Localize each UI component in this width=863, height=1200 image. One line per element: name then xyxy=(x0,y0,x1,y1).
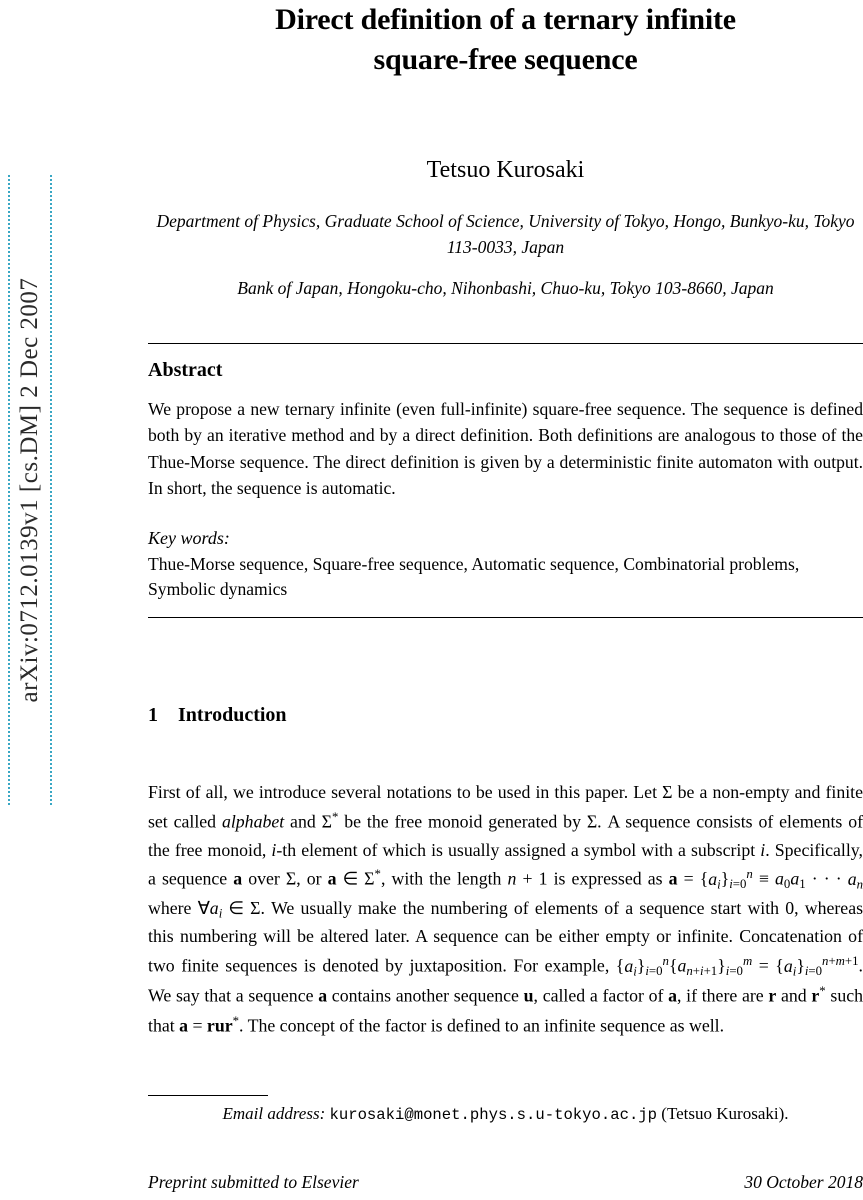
email-address-link[interactable]: kurosaki@monet.phys.s.u-tokyo.ac.jp xyxy=(329,1106,658,1124)
keywords-body: Thue-Morse sequence, Square-free sequence, Automatic sequence, Combinatorial problems, Symbolic dynamics xyxy=(148,553,800,600)
abstract-body: We propose a new ternary infinite (even full-infinite) square-free sequence. The sequence is defined both by an iterative method and by a direct definition. Both definitions are analogous to those of the Thue-Morse sequence. The direct definition is given by a deterministic finite automaton with output. In short, the sequence is automatic. xyxy=(148,398,863,499)
introduction-paragraph: First of all, we introduce several notations to be used in this paper. Let Σ be a non-empty and finite set called alphabet and Σ* be the free monoid generated by Σ. A sequence consists of elements of the free monoid, i-th element of which is usually assigned a symbol with a subscript i. Specifically, a sequence a over Σ, or a ∈ Σ*, with the length n + 1 is expressed as $a = \{a_i\}_{i=0}^n \equiv a_0a_1$ · · · $a_n$ where $\forall a_i$ ∈ Σ. We usually make the numbering of elements of a sequence start with 0, whereas this numbering will be altered later. A sequence can be either empty or infinite. Concatenation of two finite sequences is denoted by juxtaposition. For example, $\{a_i\}_{i=0}^n\{a_{n+i+1}\}_{i=0}^m = \{a_i\}_{i=0}^{n+m+1}$. We say that a sequence a contains another sequence u, called a factor of a, if there are r and r* such that a = rur*. The concept of the factor is defined to an infinite sequence as well. xyxy=(148,782,863,1035)
paper-page xyxy=(148,0,863,1200)
footnote-attribution: (Tetsuo Kurosaki). xyxy=(661,1104,789,1123)
footer-right-date: 30 October 2018 xyxy=(744,1172,863,1192)
title-line-2: square-free sequence xyxy=(373,42,638,76)
footnote-email xyxy=(148,1104,863,1124)
section-number: 1 xyxy=(148,704,158,727)
title-line-1: Direct definition of a ternary infinite xyxy=(275,3,736,36)
author-name: Tetsuo Kurosaki xyxy=(426,157,585,184)
footnote-label: Email address: xyxy=(222,1104,326,1123)
abstract-heading: Abstract xyxy=(148,358,223,381)
affiliation-1: Department of Physics, Graduate School of Science, University of Tokyo, Hongo, Bunkyo-ku, Tokyo 113-0033, Japan xyxy=(156,211,855,258)
arxiv-identifier-text: arXiv:0712.0139v1 [cs.DM] 2 Dec 2007 xyxy=(16,277,43,703)
arxiv-identifier-stamp xyxy=(8,175,52,805)
page-title xyxy=(148,0,863,79)
section-heading-introduction xyxy=(148,704,863,727)
footnote-separator-rule xyxy=(148,1095,268,1096)
footer-left-text: Preprint submitted to Elsevier xyxy=(148,1172,359,1192)
keywords-heading: Key words: xyxy=(148,527,230,548)
section-title: Introduction xyxy=(178,704,287,727)
abstract-bottom-rule xyxy=(148,617,863,618)
abstract-top-rule xyxy=(148,343,863,344)
affiliation-2: Bank of Japan, Hongoku-cho, Nihonbashi, Chuo-ku, Tokyo 103-8660, Japan xyxy=(237,277,774,298)
page-footer xyxy=(148,1172,863,1193)
